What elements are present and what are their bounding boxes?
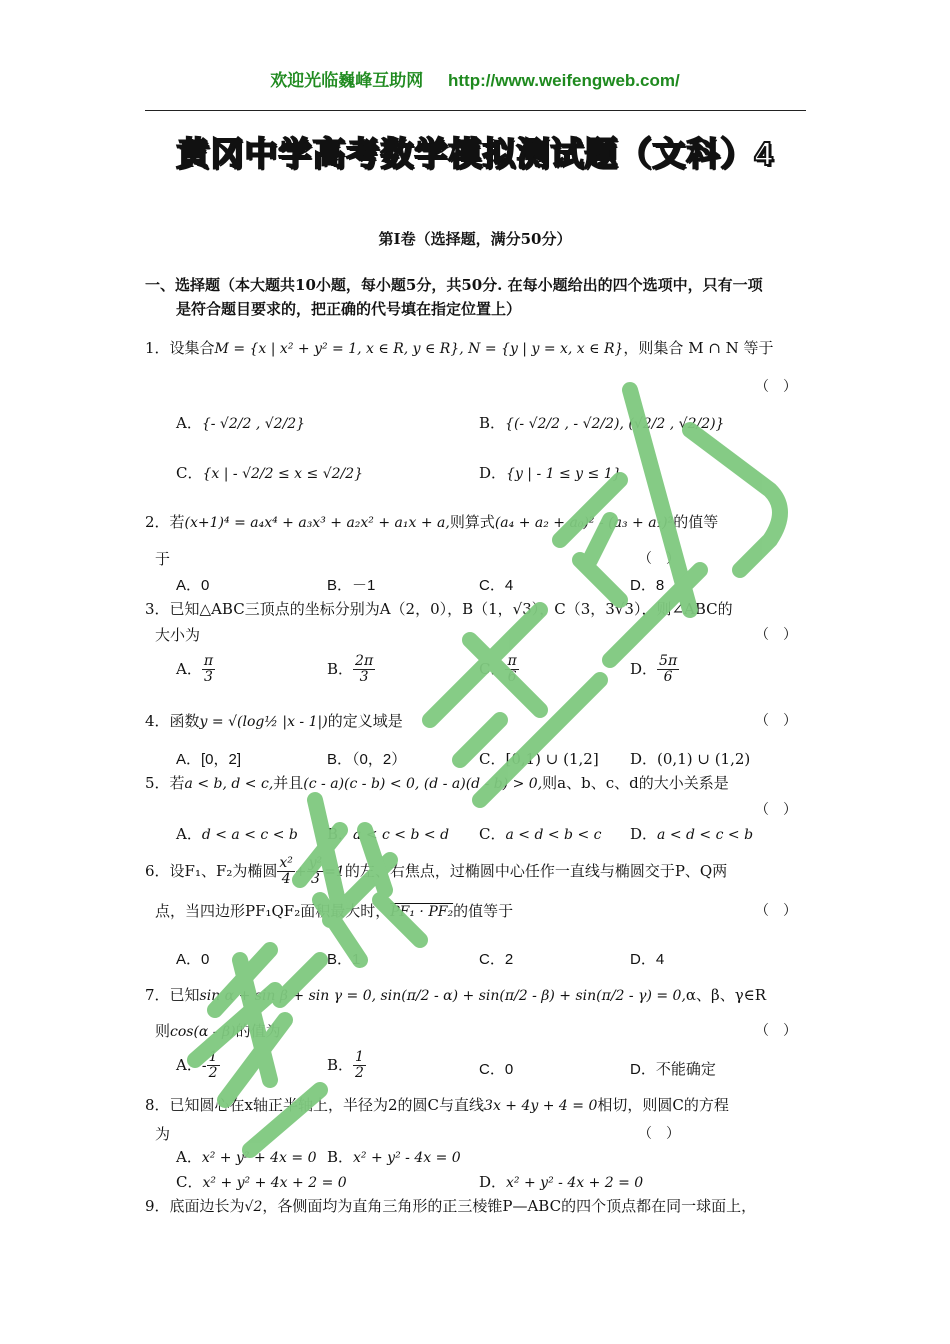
q4-option-c: C．[0,1) ∪ (1,2] [479,750,599,768]
answer-bracket-5: （ ） [755,802,797,818]
answer-bracket-6: （ ） [755,903,797,919]
q1-option-d: D．{y | - 1 ≤ y ≤ 1} [479,464,622,482]
question-6: 6．设F₁、F₂为椭圆 $\frac{\text{x²}}{4}$ + $\frac{\text{y²}}{3}$ =1的左、右焦点，过椭圆中心任作一直线与椭圆交于P、Q两 [145,855,728,888]
answer-bracket-1: （ ） [755,379,797,395]
q5-option-b: B．a < c < b < d [327,825,450,843]
answer-bracket-2: （ ） [638,551,680,567]
q7-option-c: C．0 [479,1061,514,1078]
site-name: 欢迎光临巍峰互助网 [270,71,424,90]
q4-option-b: B．（0，2） [327,751,407,768]
q5-option-a: A．d < a < c < b [176,825,298,843]
answer-bracket-8: （ ） [638,1126,680,1142]
q2-option-a: A．0 [176,577,210,594]
answer-bracket-4: （ ） [755,713,797,729]
q2-option-c: C．4 [479,577,514,594]
section-heading: 第Ⅰ卷（选择题，满分50分） [378,230,572,248]
question-8: 8．已知圆心在x轴正半轴上，半径为2的圆C与直线3x + 4y + 4 = 0相切，则圆C的方程 [145,1096,729,1114]
question-6-cont: 点，当四边形PF₁QF₂面积最大时，PF₁ · PF₂的值等于 [155,902,514,920]
question-7: 7．已知sin α + sin β + sin γ = 0, sin(π/2 - α) + sin(π/2 - β) + sin(π/2 - γ) = 0,α、β、γ∈R [145,986,767,1004]
q6-option-d: D．4 [630,951,665,968]
answer-bracket-3: （ ） [755,627,797,643]
q8-option-c: C．x² + y² + 4x + 2 = 0 [176,1173,347,1191]
q1-option-c: C．{x | - √2/2 ≤ x ≤ √2/2} [176,464,364,482]
question-4: 4．函数y = √(log½ |x - 1|)的定义域是 [145,712,403,730]
question-2: 2．若(x+1)⁴ = a₄x⁴ + a₃x³ + a₂x² + a₁x + a,则算式(a₄ + a₂ + a₀)² - (a₃ + a₁)²的值等 [145,513,719,531]
site-url[interactable]: http://www.weifengweb.com/ [448,71,680,90]
q8-option-b: B．x² + y² - 4x = 0 [327,1148,461,1166]
q3-option-a: A． $\frac{\pi}{3}$ [176,653,214,686]
q6-option-b: B．1 [327,951,361,968]
q7-option-a: A．- $\frac{1}{2}$ [176,1049,218,1082]
q2-option-b: B．－1 [327,577,376,594]
answer-bracket-7: （ ） [755,1023,797,1039]
question-8-cont: 为 [155,1125,171,1143]
q3-option-d: D． $\frac{5\pi}{6}$ [630,653,678,686]
question-5: 5．若a < b, d < c,并且(c - a)(c - b) < 0, (d - a)(d - b) > 0,则a、b、c、d的大小关系是 [145,774,729,792]
q5-option-d: D．a < d < c < b [630,825,754,843]
q3-option-c: C． $\frac{\pi}{6}$ [479,653,517,686]
q6-option-a: A．0 [176,951,210,968]
question-2-cont: 于 [155,550,171,568]
question-1: 1．设集合M = {x | x² + y² = 1, x ∈ R, y ∈ R}, N = {y | y = x, x ∈ R}，则集合 M ∩ N 等于 [145,339,774,357]
question-7-cont: 则cos(α - β)的值为 [155,1022,281,1040]
q4-option-a: A．[0，2] [176,751,242,768]
page-title: 黄冈中学高考数学模拟测试题（文科）4 [176,135,774,172]
q1-option-b: B．{(- √2/2 , - √2/2), (√2/2 , √2/2)} [479,414,725,432]
question-9: 9．底面边长为√2，各侧面均为直角三角形的正三棱锥P—ABC的四个顶点都在同一球面上， [145,1197,757,1215]
q6-option-c: C．2 [479,951,514,968]
q8-option-d: D．x² + y² - 4x + 2 = 0 [479,1173,644,1191]
q7-option-d: D．不能确定 [630,1061,716,1078]
q8-option-a: A．x² + y² + 4x = 0 [176,1148,317,1166]
q5-option-c: C．a < d < b < c [479,825,602,843]
q4-option-d: D．(0,1) ∪ (1,2) [630,750,751,768]
q1-option-a: A．{- √2/2 , √2/2} [176,414,306,432]
q3-option-b: B． $\frac{2\pi}{3}$ [327,653,374,686]
instruction-line1: 一、选择题（本大题共10小题，每小题5分，共50分. 在每小题给出的四个选项中，只有一项 [145,276,763,294]
question-3-cont: 大小为 [155,626,201,644]
q7-option-b: B． $\frac{1}{2}$ [327,1049,364,1082]
question-3: 3．已知△ABC三顶点的坐标分别为A（2，0），B（1，√3），C（3，3√3），则∠ABC的 [145,600,733,618]
q2-option-d: D．8 [630,577,665,594]
instruction-line2: 是符合题目要求的，把正确的代号填在指定位置上） [176,300,522,318]
